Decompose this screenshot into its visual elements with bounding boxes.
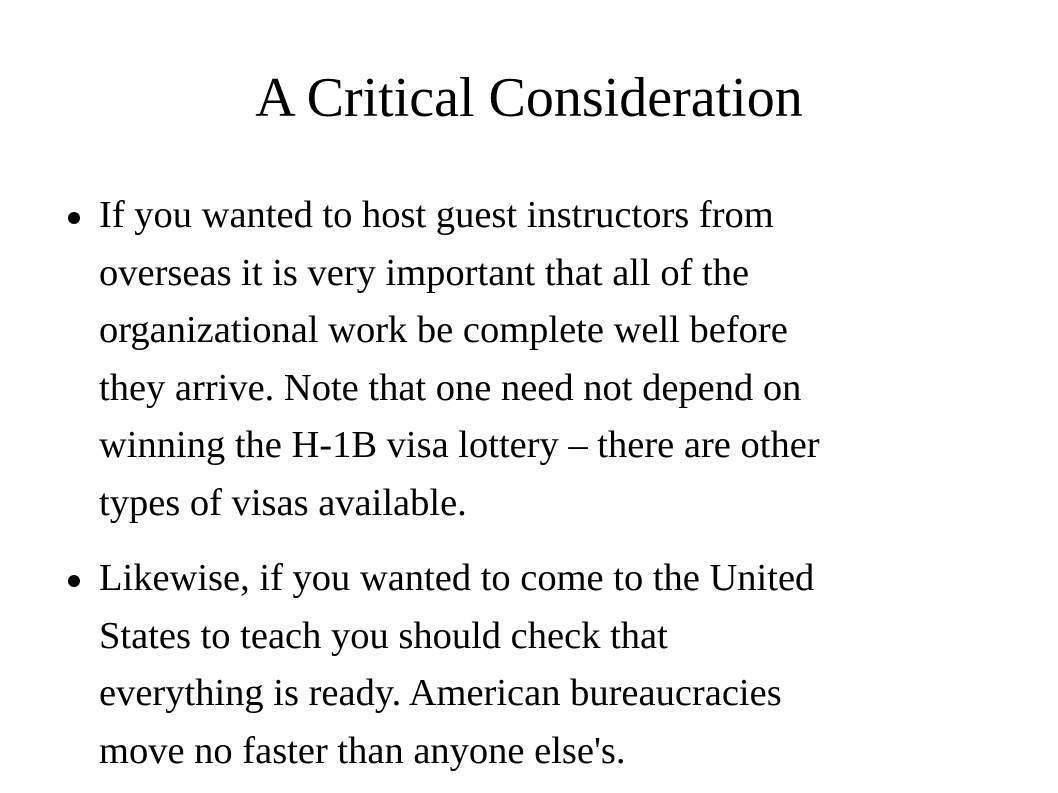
bullet-text-line: States to teach you should check that <box>99 614 668 657</box>
bullet-text-line: organizational work be complete well before <box>99 309 788 351</box>
bullet-dot-icon <box>68 575 80 587</box>
bullet-text-line: overseas it is very important that all of the <box>99 251 750 294</box>
bullet-text-line: types of visas available. <box>99 481 467 524</box>
bullet-text-line: everything is ready. American bureaucracies <box>99 672 782 714</box>
bullet-text-line: winning the H-1B visa lottery – there are other <box>99 424 820 466</box>
bullet-text-line: If you wanted to host guest instructors from <box>99 194 774 236</box>
bullet-text-line: they arrive. Note that one need not depend on <box>99 366 802 409</box>
bullet-dot-icon <box>68 212 80 224</box>
bullet-item <box>99 550 1019 780</box>
bullet-item <box>99 187 1019 532</box>
bullet-text-line: Likewise, if you wanted to come to the United <box>99 557 815 599</box>
slide-title: A Critical Consideration <box>255 67 803 129</box>
bullet-text-line: move no faster than anyone else's. <box>99 729 626 772</box>
